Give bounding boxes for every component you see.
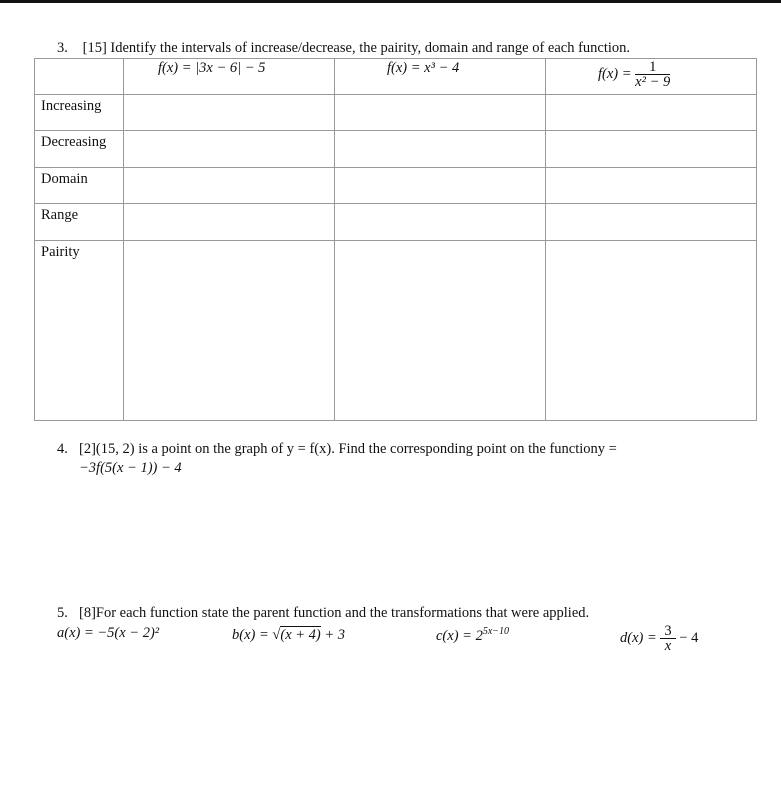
answer-cell[interactable] — [335, 131, 546, 168]
top-border — [0, 0, 781, 3]
answer-cell[interactable] — [335, 168, 546, 204]
answer-cell[interactable] — [546, 131, 757, 168]
question-text: [2](15, 2) is a point on the graph of y = f(x). Find the corresponding point on the functiony = — [79, 441, 617, 457]
function-c — [436, 626, 509, 645]
column-header-abs — [124, 59, 335, 95]
denominator: x² − 9 — [635, 74, 671, 90]
fraction — [635, 60, 670, 89]
row-label-domain: Domain — [35, 168, 124, 204]
row-label-decreasing: Decreasing — [35, 131, 124, 168]
answer-cell[interactable] — [546, 241, 757, 421]
answer-cell[interactable] — [124, 204, 335, 241]
answer-cell[interactable] — [124, 131, 335, 168]
fraction — [660, 624, 675, 653]
row-label-pairity: Pairity — [35, 241, 124, 421]
function-b-rhs: + 3 — [320, 627, 346, 643]
column-header-text: f(x) = x³ − 4 — [387, 60, 460, 76]
function-d — [620, 624, 698, 653]
function-d-rhs: − 4 — [679, 629, 699, 646]
question-number: 3. — [57, 40, 68, 56]
answer-cell[interactable] — [335, 204, 546, 241]
column-header-rational — [546, 59, 757, 95]
numerator: 3 — [660, 624, 675, 639]
answer-cell[interactable] — [546, 95, 757, 131]
denominator: x — [664, 638, 672, 654]
table-row — [35, 241, 757, 421]
answer-cell[interactable] — [546, 204, 757, 241]
answer-cell[interactable] — [335, 241, 546, 421]
function-c-lhs: c(x) = 2 — [436, 627, 483, 644]
answer-cell[interactable] — [124, 168, 335, 204]
column-header-lhs: f(x) = — [598, 65, 632, 82]
sqrt-icon: √ — [272, 627, 281, 643]
table-row — [35, 131, 757, 168]
corner-cell — [35, 59, 124, 95]
table-header-row — [35, 59, 757, 95]
table-row — [35, 204, 757, 241]
table-row — [35, 168, 757, 204]
table-row — [35, 95, 757, 131]
row-label-range: Range — [35, 204, 124, 241]
function-b — [232, 627, 345, 644]
question-text: [15] Identify the intervals of increase/decrease, the pairity, domain and range of each function. — [82, 40, 631, 56]
answer-cell[interactable] — [124, 241, 335, 421]
radicand: (x + 4) — [280, 627, 321, 643]
function-analysis-table — [34, 58, 757, 421]
question-number: 4. — [57, 441, 68, 457]
function-a: a(x) = −5(x − 2)² — [57, 625, 160, 641]
row-label-increasing: Increasing — [35, 95, 124, 131]
function-c-exponent: 5x−10 — [482, 626, 510, 637]
function-d-lhs: d(x) = — [620, 629, 657, 646]
column-header-cubic — [335, 59, 546, 95]
function-b-lhs: b(x) = — [232, 627, 273, 643]
answer-cell[interactable] — [335, 95, 546, 131]
question-number: 5. — [57, 605, 68, 621]
question-formula: −3f(5(x − 1)) − 4 — [79, 460, 182, 476]
question-5-prompt — [57, 605, 589, 622]
answer-cell[interactable] — [546, 168, 757, 204]
question-4-prompt — [57, 440, 617, 478]
column-header-text: f(x) = |3x − 6| − 5 — [158, 60, 266, 76]
question-3-prompt — [57, 40, 630, 57]
numerator: 1 — [635, 60, 670, 75]
question-text: [8]For each function state the parent function and the transformations that were applied. — [79, 605, 590, 621]
answer-cell[interactable] — [124, 95, 335, 131]
